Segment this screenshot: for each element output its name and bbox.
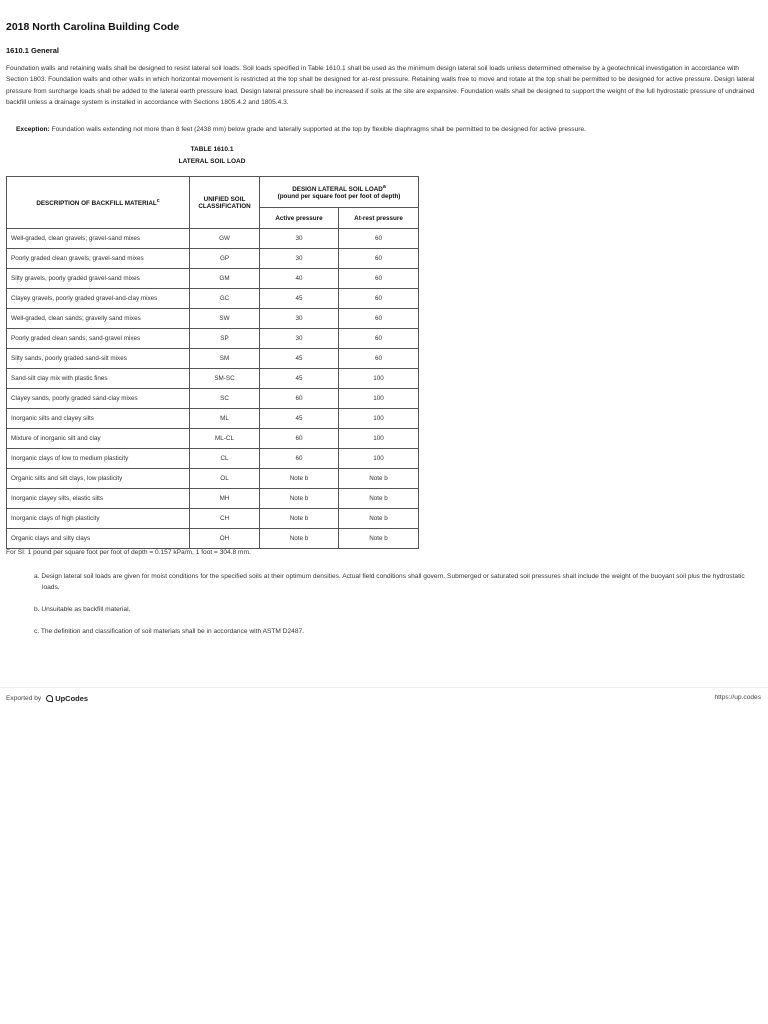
- header-unified: UNIFIED SOIL CLASSIFICATION: [190, 177, 260, 229]
- table-row: [7, 269, 419, 289]
- footer-exported-by: [6, 694, 88, 703]
- cell-description: Poorly graded clean sands; sand-gravel mixes: [7, 329, 190, 349]
- cell-description: Well-graded, clean sands; gravelly sand mixes: [7, 309, 190, 329]
- header-design-sup: a: [382, 183, 386, 190]
- table-row: [7, 409, 419, 429]
- cell-description: Poorly graded clean gravels; gravel-sand mixes: [7, 249, 190, 269]
- cell-at-rest-pressure: 60: [339, 309, 419, 329]
- cell-active-pressure: 60: [260, 449, 339, 469]
- lateral-soil-load-table: [6, 176, 419, 549]
- table-row: [7, 489, 419, 509]
- table-row: [7, 289, 419, 309]
- cell-at-rest-pressure: 100: [339, 449, 419, 469]
- cell-classification: ML-CL: [190, 429, 260, 449]
- document-title: 2018 North Carolina Building Code: [6, 21, 180, 33]
- cell-classification: ML: [190, 409, 260, 429]
- table-row: [7, 509, 419, 529]
- cell-at-rest-pressure: 100: [339, 429, 419, 449]
- footnote-c: c. The definition and classification of soil materials shall be in accordance with ASTM D2487.: [34, 628, 304, 635]
- cell-classification: SM-SC: [190, 369, 260, 389]
- cell-classification: GC: [190, 289, 260, 309]
- cell-at-rest-pressure: 60: [339, 329, 419, 349]
- exception-paragraph: [16, 126, 756, 133]
- intro-paragraph: Foundation walls and retaining walls shall be designed to resist lateral soil loads. Soil loads specified in Table 1610.1 shall be used as the minimum design lateral soil loads unless determined otherwise by a geotechnical investigation in accordance with Section 1803. Foundation walls and other walls in which horizontal movement is restricted at the top shall be designed for at-rest pressure. Retaining walls free to move and rotate at the top shall be permitted to be designed for active pressure. Design lateral pressure from surcharge loads shall be added to the lateral earth pressure load. Design lateral pressure shall be increased if soils at the site are expansive. Foundation walls shall be designed to support the weight of the full hydrostatic pressure of undrained backfill unless a drainage system is installed in accordance with Sections 1805.4.2 and 1805.4.3.: [6, 65, 755, 107]
- header-description-sup: c: [156, 197, 160, 204]
- header-at-rest: At-rest pressure: [339, 208, 419, 229]
- cell-active-pressure: 30: [260, 229, 339, 249]
- table-body: [7, 229, 419, 549]
- cell-active-pressure: 45: [260, 289, 339, 309]
- cell-active-pressure: Note b: [260, 489, 339, 509]
- cell-description: Inorganic clayey silts, elastic silts: [7, 489, 190, 509]
- section-heading: 1610.1 General: [6, 46, 59, 55]
- table-row: [7, 429, 419, 449]
- table-row: [7, 529, 419, 549]
- footnote-a: a. Design lateral soil loads are given for moist conditions for the specified soils at their optimum densities. Actual field conditions shall govern. Submerged or saturated soil pressures shall include the weight of the buoyant soil plus the hydrostatic loads.: [34, 573, 745, 591]
- footer-divider: [0, 687, 768, 688]
- cell-active-pressure: 30: [260, 309, 339, 329]
- cell-active-pressure: 40: [260, 269, 339, 289]
- cell-description: Inorganic clays of high plasticity: [7, 509, 190, 529]
- table-row: [7, 389, 419, 409]
- cell-at-rest-pressure: Note b: [339, 509, 419, 529]
- cell-active-pressure: 45: [260, 409, 339, 429]
- cell-active-pressure: 60: [260, 389, 339, 409]
- cell-classification: CH: [190, 509, 260, 529]
- cell-at-rest-pressure: 100: [339, 389, 419, 409]
- upcodes-logo: [46, 694, 88, 703]
- cell-active-pressure: 30: [260, 249, 339, 269]
- cell-description: Organic silts and silt clays, low plasticity: [7, 469, 190, 489]
- table-row: [7, 309, 419, 329]
- exception-label: Exception:: [16, 126, 50, 133]
- cell-active-pressure: Note b: [260, 509, 339, 529]
- header-description: DESCRIPTION OF BACKFILL MATERIAL$^c$: [7, 177, 190, 229]
- cell-active-pressure: 60: [260, 429, 339, 449]
- cell-classification: OL: [190, 469, 260, 489]
- cell-description: Silty gravels, poorly graded gravel-sand mixes: [7, 269, 190, 289]
- header-active: Active pressure: [260, 208, 339, 229]
- cell-at-rest-pressure: Note b: [339, 529, 419, 549]
- table-subtitle: LATERAL SOIL LOAD: [178, 158, 246, 165]
- cell-at-rest-pressure: 60: [339, 249, 419, 269]
- cell-at-rest-pressure: 60: [339, 269, 419, 289]
- table-row: [7, 229, 419, 249]
- table-footnotes: [34, 571, 760, 648]
- cell-at-rest-pressure: 100: [339, 369, 419, 389]
- cell-classification: SC: [190, 389, 260, 409]
- upcodes-brand: UpCodes: [55, 694, 89, 703]
- cell-description: Clayey sands, poorly graded sand-clay mixes: [7, 389, 190, 409]
- cell-description: Well-graded, clean gravels; gravel-sand mixes: [7, 229, 190, 249]
- cell-classification: SW: [190, 309, 260, 329]
- cell-at-rest-pressure: 60: [339, 289, 419, 309]
- cell-description: Mixture of inorganic silt and clay: [7, 429, 190, 449]
- cell-at-rest-pressure: Note b: [339, 489, 419, 509]
- cell-description: Sand-silt clay mix with plastic fines: [7, 369, 190, 389]
- cell-description: Clayey gravels, poorly graded gravel-and-clay mixes: [7, 289, 190, 309]
- table-row: [7, 329, 419, 349]
- exported-by-label: Exported by: [6, 695, 42, 702]
- table-row: [7, 449, 419, 469]
- cell-classification: OH: [190, 529, 260, 549]
- cell-description: Silty sands, poorly graded sand-silt mixes: [7, 349, 190, 369]
- cell-classification: MH: [190, 489, 260, 509]
- footnote-b: b. Unsuitable as backfill material.: [34, 606, 131, 613]
- si-conversion-note: For SI: 1 pound per square foot per foot of depth = 0.157 kPa/m, 1 foot = 304.8 mm.: [6, 549, 251, 556]
- exception-text: Foundation walls extending not more than 8 feet (2438 mm) below grade and laterally supported at the top by flexible diaphragms shall be permitted to be designed for active pressure.: [51, 126, 586, 133]
- table-row: [7, 369, 419, 389]
- cell-classification: GP: [190, 249, 260, 269]
- cell-at-rest-pressure: 60: [339, 229, 419, 249]
- footer-url: https://up.codes: [714, 694, 761, 701]
- upcodes-logo-icon: [46, 695, 53, 702]
- table-row: [7, 469, 419, 489]
- table-title: TABLE 1610.1: [190, 146, 234, 153]
- cell-classification: SM: [190, 349, 260, 369]
- cell-active-pressure: 45: [260, 369, 339, 389]
- table-row: [7, 249, 419, 269]
- cell-classification: SP: [190, 329, 260, 349]
- cell-classification: GM: [190, 269, 260, 289]
- cell-at-rest-pressure: 100: [339, 409, 419, 429]
- cell-classification: GW: [190, 229, 260, 249]
- header-design-load: DESIGN LATERAL SOIL LOAD$^a$ (pound per square foot per foot of depth): [260, 177, 419, 208]
- cell-active-pressure: Note b: [260, 469, 339, 489]
- cell-description: Inorganic silts and clayey silts: [7, 409, 190, 429]
- cell-at-rest-pressure: 60: [339, 349, 419, 369]
- cell-description: Inorganic clays of low to medium plasticity: [7, 449, 190, 469]
- cell-active-pressure: Note b: [260, 529, 339, 549]
- table-row: [7, 349, 419, 369]
- cell-description: Organic clays and silty clays: [7, 529, 190, 549]
- cell-active-pressure: 30: [260, 329, 339, 349]
- cell-active-pressure: 45: [260, 349, 339, 369]
- cell-classification: CL: [190, 449, 260, 469]
- cell-at-rest-pressure: Note b: [339, 469, 419, 489]
